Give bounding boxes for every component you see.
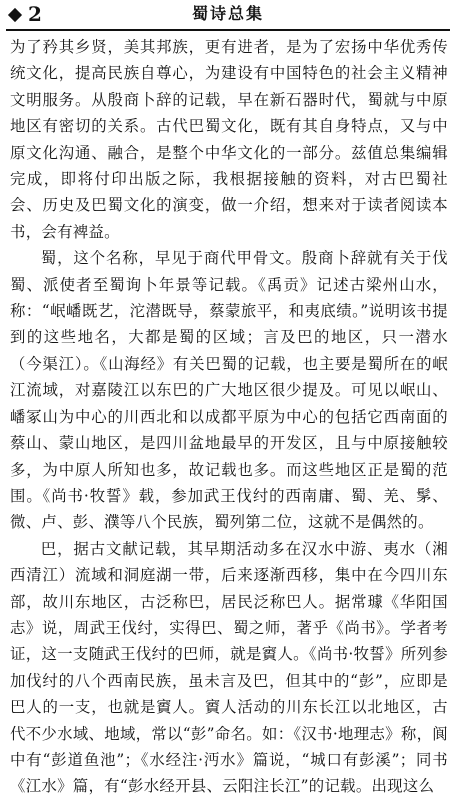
page-number: 2	[28, 2, 42, 26]
body-text	[6, 30, 450, 800]
paragraph-shu: 蜀，这个名称，早见于商代甲骨文。殷商卜辞就有关于伐蜀、派使者至蜀询卜年景等记载。《禹贡》记述古梁州山水，称：“岷嶓既艺，沱潜既导，蔡蒙旅平，和夷底绩。”说明该书提到的这些地名，大都是蜀的区域；言及巴的地区，只一潜水（今渠江）。《山海经》有关巴蜀的记载，也主要是蜀所在的岷江流域，对嘉陵江以东巴的广大地区很少提及。可见以岷山、嶓冢山为中心的川西北和以成都平原为中心的包括它西南面的蔡山、蒙山地区，是四川盆地最早的开发区，且与中原接触较多，为中原人所知也多，故记载也多。而这些地区正是蜀的范围。《尚书·牧誓》载，参加武王伐纣的西南庸、蜀、羌、髳、微、卢、彭、濮等八个民族，蜀列第二位，这就不是偶然的。	[10, 249, 448, 532]
paragraph-ba: 巴，据古文献记载，其早期活动多在汉水中游、夷水（湘西清江）流域和洞庭湖一带，后来逐渐西移，集中在今四川东部，故川东地区，古泛称巴，居民泛称巴人。据常璩《华阳国志》说，周武王伐纣，实得巴、蜀之师，著乎《尚书》。学者考证，这一支随武王伐纣的巴师，就是賨人。《尚书·牧誓》所列参加伐纣的八个西南民族，虽未言及巴，但其中的“彭”，应即是巴人的一支，也就是賨人。賨人活动的川东长江以北地区，古代不少水域、地域，常以“彭”命名。如：《汉书·地理志》称，阆中有“彭道鱼池”；《水经注·沔水》篇说，“城口有彭溪”；同书《江水》篇，有“彭水经开县、云阳注长江”的记载。出现这么	[10, 539, 448, 796]
header-rule	[6, 29, 450, 31]
paragraph-continuation: 为了矜其乡贤，美其邦族，更有进者，是为了宏扬中华优秀传统文化，提高民族自尊心，为建设有中国特色的社会主义精神文明服务。从殷商卜辞的记载，早在新石器时代，蜀就与中原地区有密切的关系。古代巴蜀文化，既有其自身特点，又与中原文化沟通、融合，是整个中华文化的一部分。兹值总集编辑完成，即将付印出版之际，我根据接触的资料，对古巴蜀社会、历史及巴蜀文化的演变，做一介绍，想来对于读者阅读本书，会有裨益。	[10, 38, 448, 241]
running-title: 蜀诗总集	[191, 4, 264, 23]
page-header	[6, 0, 450, 30]
